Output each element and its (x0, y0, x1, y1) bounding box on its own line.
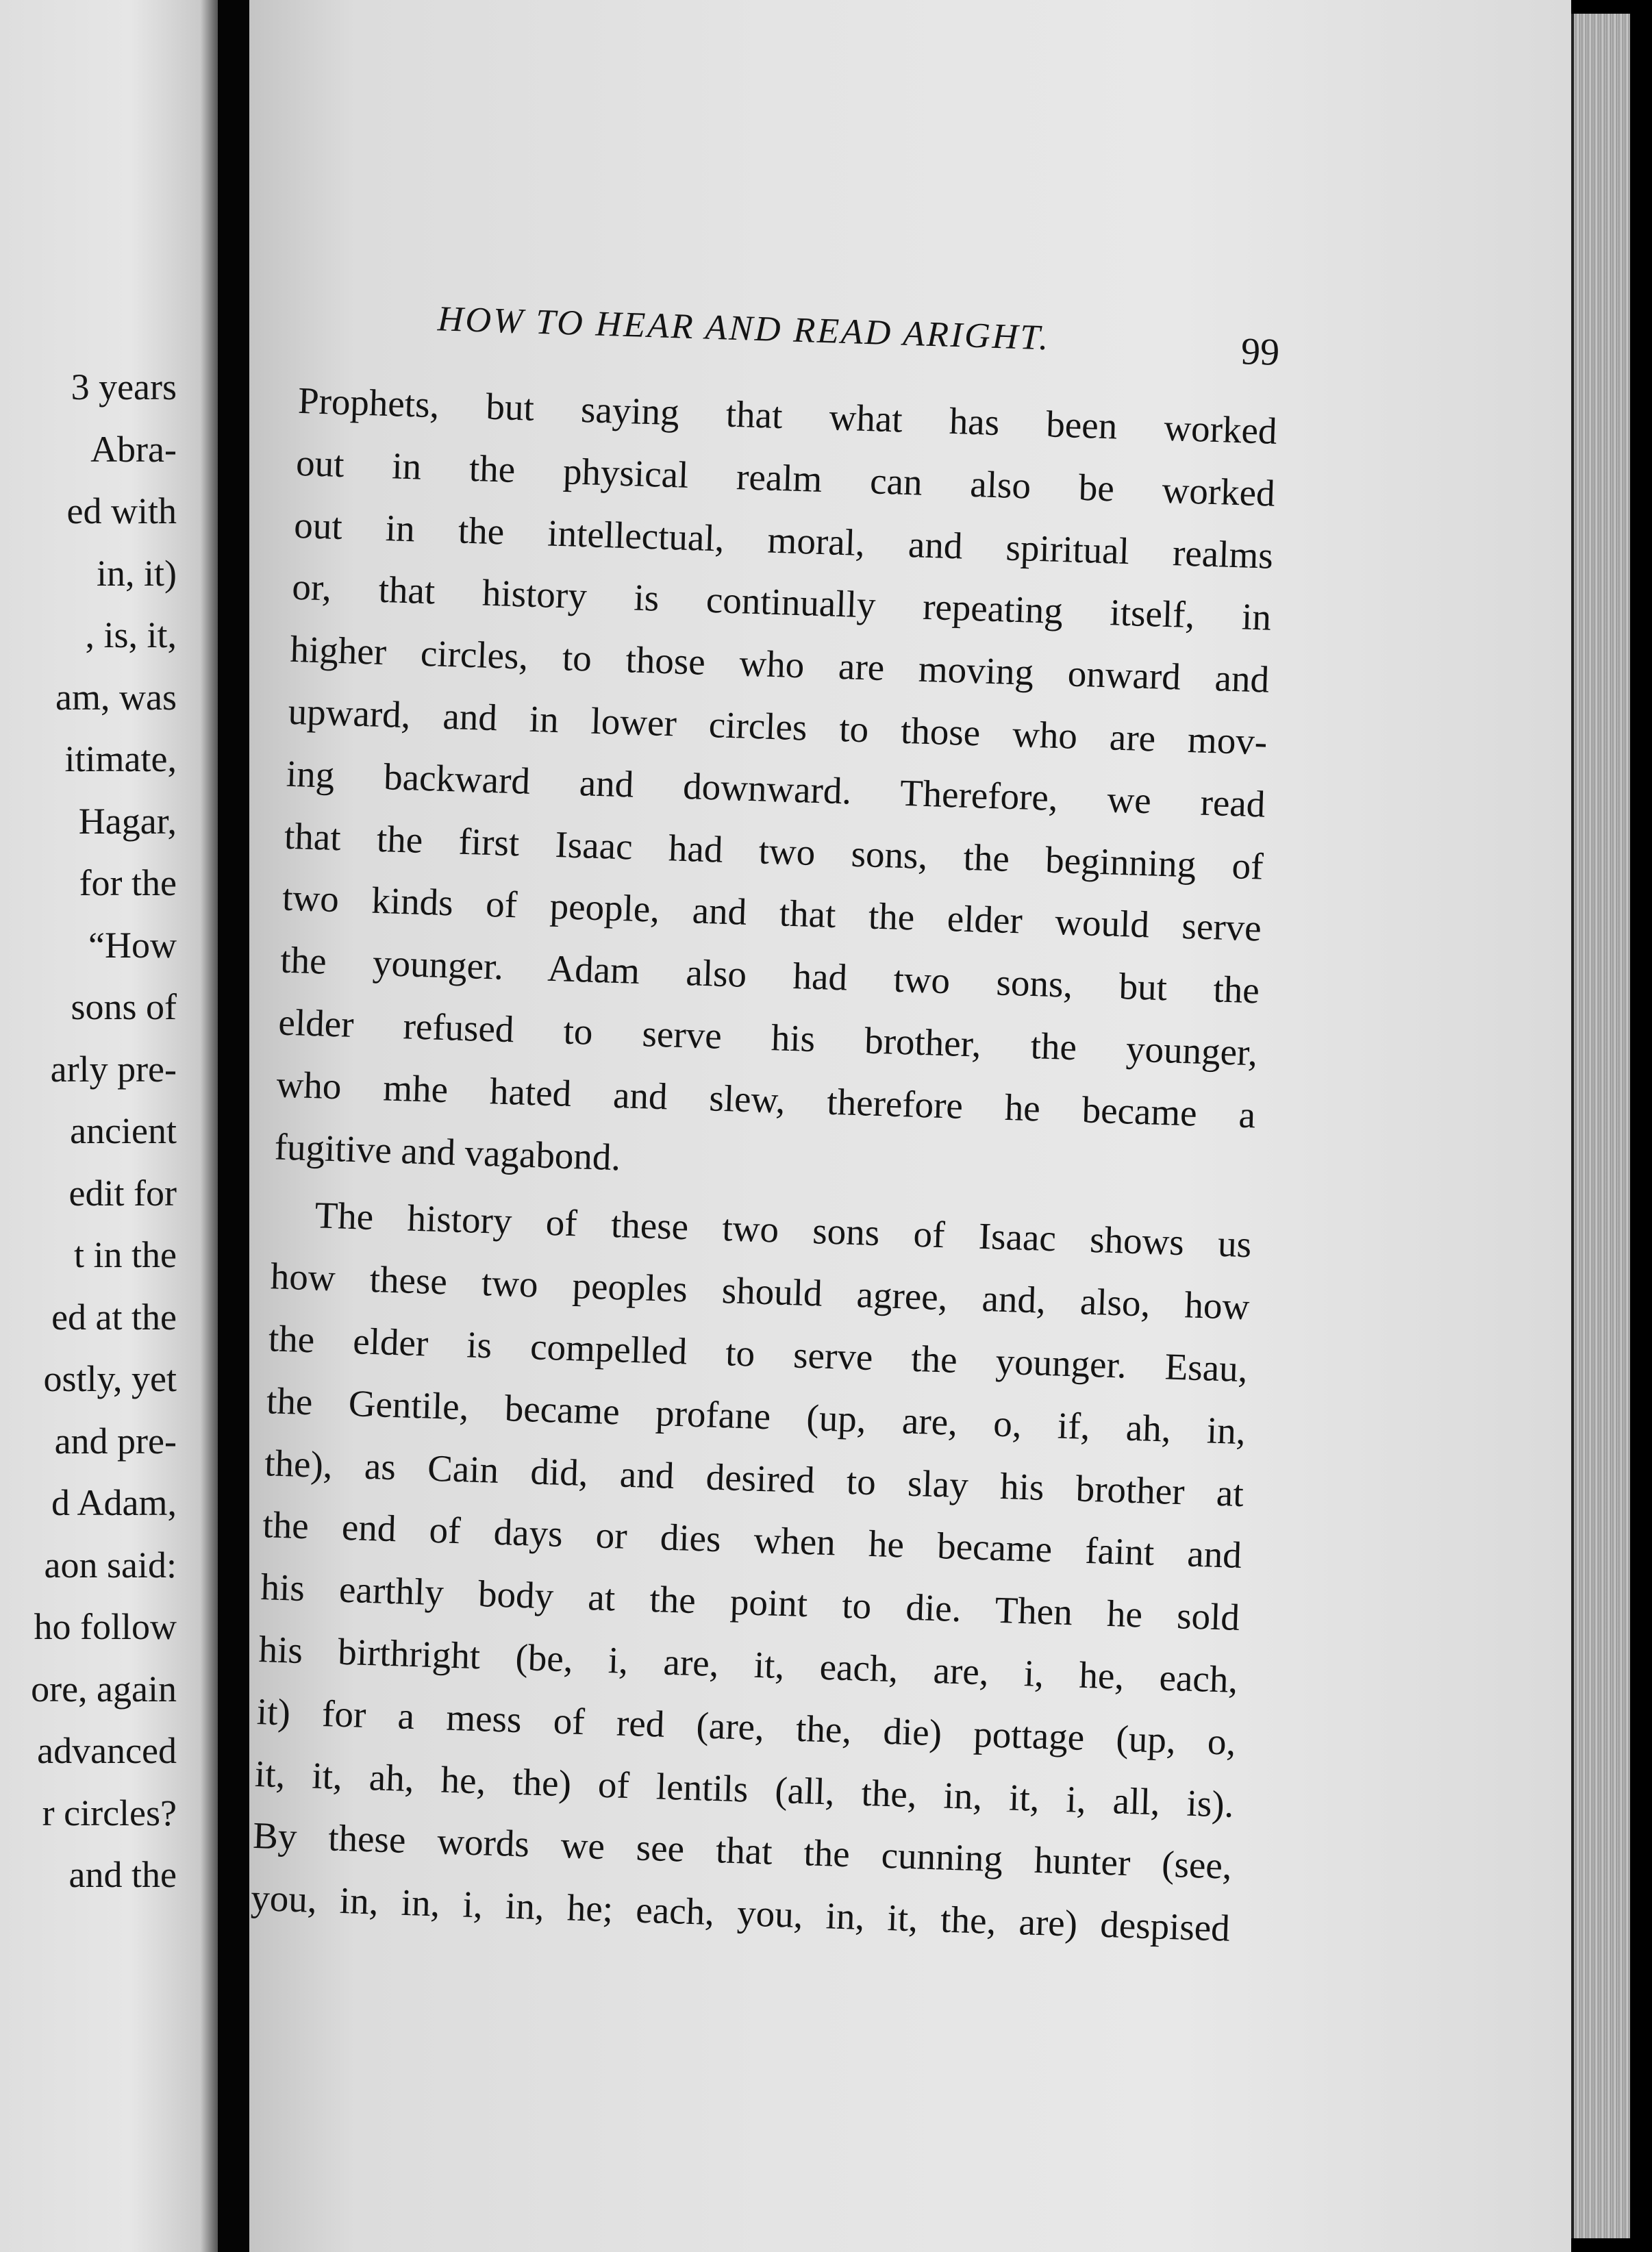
paragraph-1 (273, 370, 1277, 1209)
text-line: you, in, in, i, in, he; each, you, in, it, the, are) despised (250, 1876, 1231, 1949)
text-line: the younger. Adam also had two sons, but the (279, 938, 1260, 1012)
left-line: ed with (66, 490, 177, 531)
text-line: his earthly body at the point to die. Then he sold (260, 1566, 1240, 1639)
left-line: ostly, yet (43, 1358, 177, 1399)
text-line: Prophets, but saying that what has been worked (297, 379, 1278, 452)
body-text (250, 370, 1278, 1960)
left-line: , is, it, (85, 614, 177, 655)
left-line: Abra- (90, 428, 177, 470)
left-line: and pre- (54, 1420, 177, 1462)
left-line: am, was (55, 676, 177, 718)
page-edges (1571, 14, 1633, 2238)
left-page-text (31, 356, 177, 1906)
text-line: or, that history is continually repeating itself, in (291, 566, 1272, 639)
text-line: out in the intellectual, moral, and spiritual realms (293, 503, 1274, 577)
text-line: out in the physical realm can also be worked (295, 441, 1276, 514)
text-line: the), as Cain did, and desired to slay his brother at (264, 1441, 1244, 1514)
left-line: in, it) (97, 552, 177, 594)
text-line: By these words we see that the cunning hunter (see, (252, 1814, 1233, 1888)
right-page-text-block (250, 295, 1280, 1960)
text-line: the Gentile, became profane (up, are, o, if, ah, in, (266, 1379, 1247, 1452)
paragraph-2 (250, 1184, 1253, 1960)
left-line: itimate, (64, 738, 177, 779)
text-line: the end of days or dies when he became faint and (262, 1503, 1242, 1577)
text-line: elder refused to serve his brother, the younger, (277, 1001, 1258, 1074)
text-line: the elder is compelled to serve the younger. Esau, (268, 1317, 1249, 1390)
text-line: his birthright (be, i, are, it, each, are, i, he, each, (258, 1627, 1239, 1701)
left-line: ho follow (34, 1606, 177, 1647)
left-facing-page (0, 0, 218, 2252)
text-line: it, it, ah, he, the) of lentils (all, the, in, it, i, all, is). (254, 1752, 1235, 1825)
left-line: 3 years (71, 366, 177, 408)
text-line: higher circles, to those who are moving onward and (289, 627, 1270, 701)
text-line: ing backward and downward. Therefore, we read (286, 752, 1266, 825)
text-line: how these two peoples should agree, and, also, how (270, 1255, 1251, 1328)
scan-border (1630, 0, 1652, 2252)
left-line: Hagar, (78, 800, 177, 842)
text-line: fugitive and vagabond. (273, 1125, 622, 1178)
text-line: that the first Isaac had two sons, the beginning of (284, 814, 1264, 888)
left-line: and the (68, 1854, 177, 1895)
left-line: edit for (68, 1172, 177, 1214)
left-line: r circles? (42, 1792, 177, 1834)
page-number: 99 (1240, 330, 1281, 374)
left-line: ed at the (51, 1296, 177, 1338)
left-line: d Adam, (51, 1482, 177, 1523)
left-line: aon said: (44, 1544, 177, 1586)
text-line: who mhe hated and slew, therefore he became a (275, 1063, 1257, 1136)
text-line: two kinds of people, and that the elder would serve (281, 876, 1262, 949)
left-line: ancient (70, 1110, 177, 1151)
left-line: sons of (71, 986, 177, 1027)
running-head-title: HOW TO HEAR AND READ ARIGHT. (437, 299, 1051, 358)
left-line: advanced (37, 1730, 177, 1771)
left-line: ore, again (31, 1668, 177, 1710)
left-line: arly pre- (50, 1048, 177, 1090)
text-line: upward, and in lower circles to those who are mov- (287, 690, 1268, 763)
left-line: t in the (74, 1234, 177, 1275)
left-line: “How (88, 924, 177, 966)
text-line: The history of these two sons of Isaac shows us (314, 1194, 1253, 1266)
left-line: for the (79, 862, 177, 903)
book-gutter (218, 0, 249, 2252)
text-line: it) for a mess of red (are, the, die) pottage (up, o, (256, 1690, 1237, 1763)
